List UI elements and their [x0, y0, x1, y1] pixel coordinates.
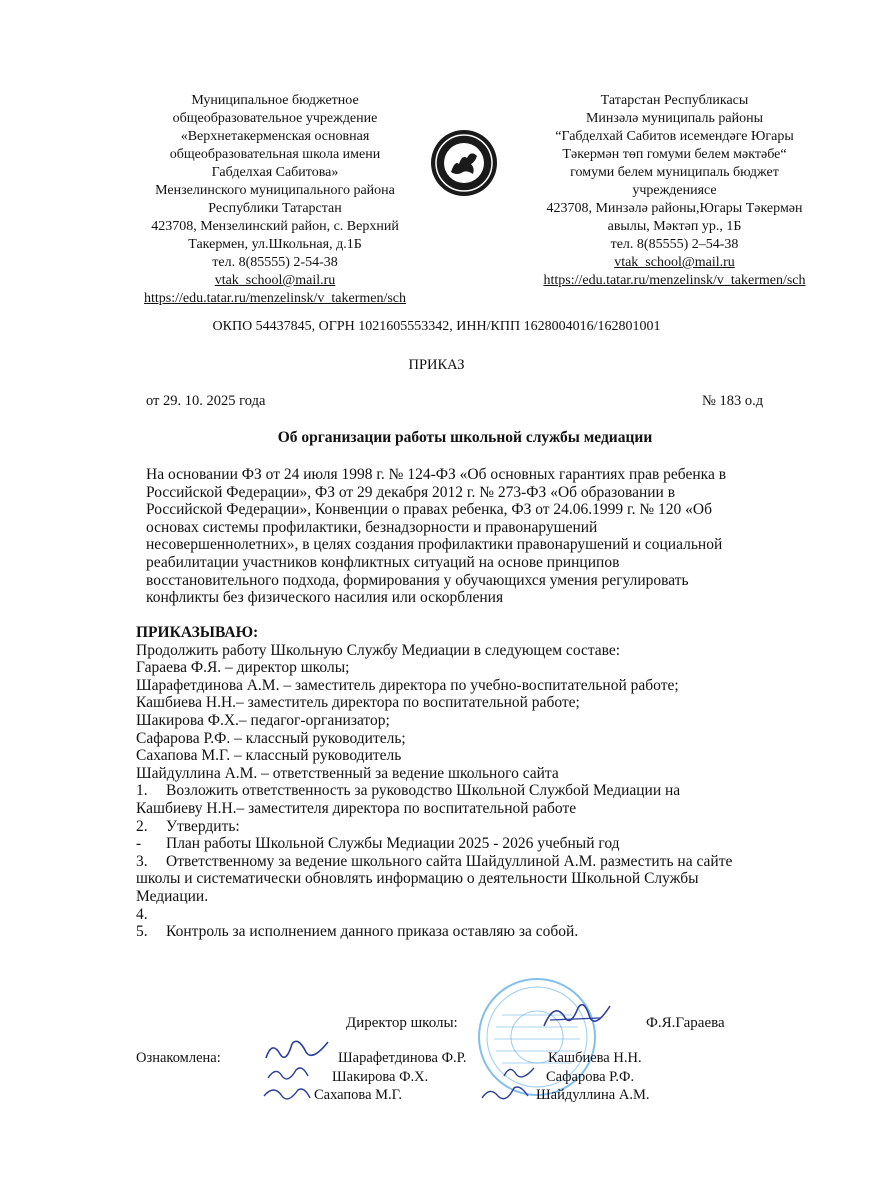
- item-number: 2.: [136, 817, 148, 835]
- item-1-cont: Кашбиеву Н.Н.– заместителя директора по воспитательной работе: [136, 799, 577, 817]
- header-right-line: “Габделхай Сабитов исемендәге Югары: [555, 129, 794, 144]
- item-5: [136, 923, 732, 941]
- item-3: [136, 853, 732, 871]
- composition-intro: Продолжить работу Школьную Службу Медиации в следующем составе:: [136, 641, 621, 659]
- member-line: Кашбиева Н.Н.– заместитель директора по воспитательной работе;: [136, 694, 580, 712]
- preamble-line: Российской Федерации», ФЗ от 29 декабря 2012 г. № 273-ФЗ «Об образовании в: [146, 483, 676, 501]
- member-line: Шакирова Ф.Х.– педагог-организатор;: [136, 711, 390, 729]
- item-text: Контроль за исполнением данного приказа оставляю за собой.: [166, 923, 579, 941]
- preamble-line: основах системы профилактики, безнадзорности и правонарушений: [146, 518, 598, 536]
- item-text: Ответственному за ведение школьного сайта Шайдуллиной А.М. разместить на сайте: [166, 852, 733, 870]
- preamble-line: Российской Федерации», Конвенции о правах ребенка, ФЗ от 24.06.1999 г. № 120 «Об: [146, 501, 712, 519]
- order-body: [136, 624, 732, 941]
- header-right-line: гомуми белем муниципаль бюджет: [570, 165, 779, 180]
- item-number: 4.: [136, 905, 148, 923]
- item-4: [136, 906, 732, 924]
- order-word: ПРИКАЗЫВАЮ:: [136, 624, 259, 641]
- header-left-line: тел. 8(85555) 2-54-38: [212, 255, 338, 270]
- item-2: [136, 818, 732, 836]
- signature-name: Ф.Я.Гараева: [646, 1015, 725, 1031]
- item-3-cont: Медиации.: [136, 887, 209, 905]
- preamble-line: конфликты без физического насилия или оскорбления: [146, 589, 504, 607]
- header-left-url[interactable]: https://edu.tatar.ru/menzelinsk/v_takermen/sch: [143, 291, 407, 306]
- header-right-line: Татарстан Республикасы: [600, 93, 749, 108]
- staff-signature: [478, 1082, 532, 1106]
- header-left-line: Республики Татарстан: [208, 201, 342, 216]
- header-left-line: Мензелинского муниципального района: [155, 183, 395, 198]
- member-line: Гараева Ф.Я. – директор школы;: [136, 659, 350, 677]
- item-number: 1.: [136, 782, 148, 800]
- staff-signature: [500, 1062, 538, 1084]
- director-signature: [540, 996, 615, 1036]
- staff-signature: [260, 1082, 314, 1106]
- acquainted-name: Кашбиева Н.Н.: [548, 1050, 642, 1066]
- header-right: [512, 92, 837, 290]
- header-right-line: Минзәлә муниципаль районы: [585, 111, 763, 126]
- acquainted-name: Сахапова М.Г.: [314, 1087, 403, 1103]
- header-right-line: авылы, Мәктәп ур., 1Б: [607, 219, 742, 234]
- header-left-line: 423708, Мензелинский район, с. Верхний: [151, 219, 399, 234]
- acquainted-name: Шарафетдинова Ф.Р.: [338, 1050, 467, 1066]
- header-left-line: Муниципальное бюджетное: [191, 93, 359, 108]
- header-left-email[interactable]: vtak_school@mail.ru: [214, 273, 336, 288]
- member-line: Шайдуллина А.М. – ответственный за ведение школьного сайта: [136, 764, 559, 782]
- member-line: Сафарова Р.Ф. – классный руководитель;: [136, 729, 406, 747]
- header-right-line: тел. 8(85555) 2–54-38: [610, 237, 739, 252]
- header-right-line: 423708, Минзәлә районы,Югары Тәкермән: [546, 201, 803, 216]
- header-left-line: общеобразовательная школа имени: [169, 147, 381, 162]
- member-line: Шарафетдинова А.М. – заместитель директора по учебно-воспитательной работе;: [136, 676, 679, 694]
- item-number: 3.: [136, 852, 148, 870]
- member-line: Сахапова М.Г. – классный руководитель: [136, 747, 402, 765]
- order-number: № 183 о.д: [702, 393, 764, 409]
- acquainted-name: Шакирова Ф.Х.: [332, 1069, 429, 1085]
- header-right-url[interactable]: https://edu.tatar.ru/menzelinsk/v_takermen/sch: [543, 273, 806, 288]
- header-left-line: «Верхнетакерменская основная: [180, 129, 370, 144]
- item-2-sub: [136, 835, 732, 853]
- signature-role: Директор школы:: [346, 1015, 458, 1031]
- dash-marker: -: [136, 835, 142, 853]
- order-date: от 29. 10. 2025 года: [146, 393, 266, 409]
- header-left-line: общеобразовательное учреждение: [172, 111, 378, 126]
- registration-codes: ОКПО 54437845, ОГРН 1021605553342, ИНН/КПП 1628004016/162801001: [212, 319, 661, 334]
- preamble-line: восстановительного подхода, формирования у обучающихся умения регулировать: [146, 571, 689, 589]
- header-right-line: Тәкермән төп гомуми белем мәктәбе“: [562, 147, 787, 162]
- acquainted-name: Сафарова Р.Ф.: [546, 1069, 635, 1085]
- item-text: План работы Школьной Службы Медиации 2025 - 2026 учебный год: [166, 835, 620, 853]
- acquainted-name: Шайдуллина А.М.: [536, 1087, 650, 1103]
- header-right-email[interactable]: vtak_school@mail.ru: [614, 255, 735, 270]
- acquainted-label: Ознакомлена:: [136, 1050, 221, 1066]
- header-left: [120, 92, 430, 308]
- header-left-line: Габделхая Сабитова»: [211, 165, 339, 180]
- preamble-line: реабилитации участников конфликтных ситуаций на основе принципов: [146, 553, 620, 571]
- item-1: [136, 782, 732, 800]
- tatarstan-emblem-icon: [429, 128, 499, 198]
- header-right-line: учреждениясе: [632, 183, 717, 198]
- item-number: 5.: [136, 923, 148, 941]
- preamble-line: несовершеннолетних», в целях создания профилактики правонарушений и социальной: [146, 536, 723, 554]
- item-text: Утвердить:: [166, 817, 240, 835]
- order-title: Об организации работы школьной службы медиации: [277, 429, 653, 446]
- header-left-line: Такермен, ул.Школьная, д.1Б: [188, 237, 362, 252]
- item-text: Возложить ответственность за руководство Школьной Службой Медиации на: [166, 782, 681, 800]
- preamble-line: На основании ФЗ от 24 июля 1998 г. № 124-ФЗ «Об основных гарантиях прав ребенка в: [146, 466, 727, 483]
- preamble: [146, 466, 726, 607]
- item-3-cont: школы и систематически обновлять информацию о деятельности Школьной Службы: [136, 870, 699, 888]
- document-type: ПРИКАЗ: [408, 357, 465, 373]
